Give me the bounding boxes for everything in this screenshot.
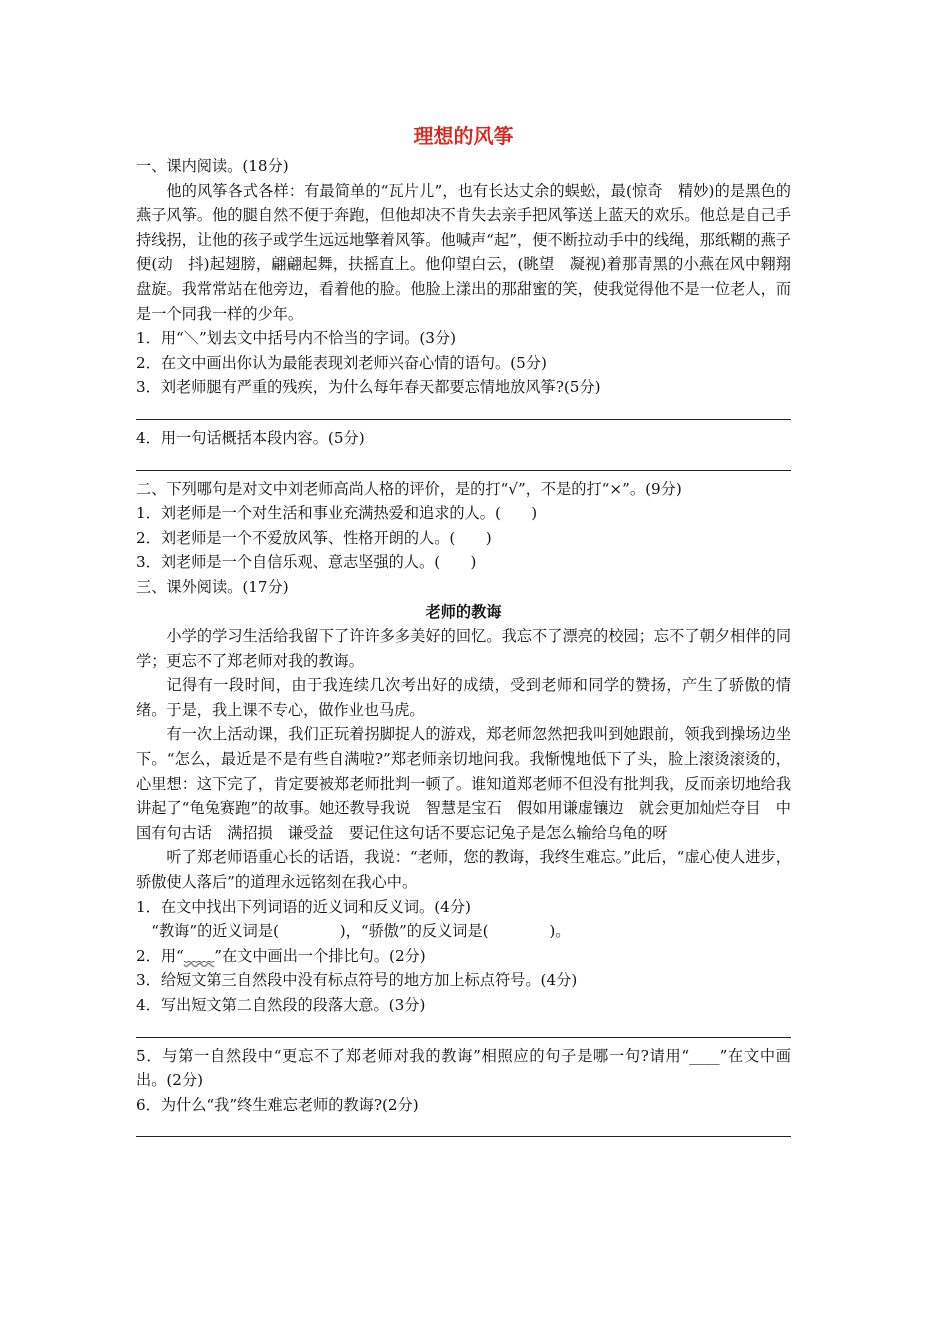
story-paragraph: 听了郑老师语重心长的话语，我说：“老师，您的教诲，我终生难忘。”此后，“虚心使人进步，骄傲使人落后”的道理永远铭刻在我心中。 xyxy=(136,848,791,892)
section1-question-4: 4．用一句话概括本段内容。(5分) xyxy=(136,428,365,447)
question-text: 2．用“ xyxy=(136,946,184,965)
worksheet-page xyxy=(136,120,791,1143)
story-paragraph: 有一次上活动课，我们正玩着拐脚捉人的游戏，郑老师忽然把我叫到她跟前，领我到操场边坐下。“怎么，最近是不是有些自满啦?”郑老师亲切地问我。我惭愧地低下了头，脸上滚烫滚烫的，心里想：这下完了，肯定要被郑老师批判一顿了。谁知道郑老师不但没有批判我，反而亲切地给我讲起了“龟兔赛跑”的故事。她还教导我说 智慧是宝石 假如用谦虚镶边 就会更加灿烂夺目 中国有句古话 满招损 谦受益 要记住这句话不要忘记兔子是怎么输给乌龟的呀 xyxy=(136,725,791,842)
section3-heading: 三、课外阅读。(17分) xyxy=(136,577,289,596)
answer-line[interactable] xyxy=(136,1117,791,1137)
story-paragraph: 记得有一段时间，由于我连续几次考出好的成绩，受到老师和同学的赞扬，产生了骄傲的情绪。于是，我上课不专心，做作业也马虎。 xyxy=(136,676,791,719)
story-paragraph: 小学的学习生活给我留下了许许多多美好的回忆。我忘不了漂亮的校园；忘不了朝夕相伴的同学；更忘不了郑老师对我的教诲。 xyxy=(136,627,791,670)
section3-question-1: 1．在文中找出下列词语的近义词和反义词。(4分) xyxy=(136,897,471,916)
judgement-item[interactable]: 3．刘老师是一个自信乐观、意志坚强的人。( ) xyxy=(136,553,477,572)
section3-question-5: 5．与第一自然段中“更忘不了郑老师对我的教诲”相照应的句子是哪一句?请用“____”在文中画出。(2分) xyxy=(136,1046,791,1090)
question-text: ”在文中画出一个排比句。(2分) xyxy=(214,946,426,965)
section1-question-3: 3．刘老师腿有严重的残疾，为什么每年春天都要忘情地放风筝?(5分) xyxy=(136,378,601,397)
section3-question-2 xyxy=(136,944,791,969)
answer-line[interactable] xyxy=(136,451,791,471)
answer-line[interactable] xyxy=(136,1018,791,1038)
answer-line[interactable] xyxy=(136,400,791,420)
section1-question-1: 1．用“＼”划去文中括号内不恰当的字词。(3分) xyxy=(136,329,457,348)
page-title: 理想的风筝 xyxy=(413,124,514,148)
section3-question-4: 4．写出短文第二自然段的段落大意。(3分) xyxy=(136,996,426,1014)
section3-question-6: 6．为什么“我”终生难忘老师的教诲?(2分) xyxy=(136,1095,419,1114)
section1-passage: 他的风筝各式各样：有最简单的“瓦片儿”，也有长达丈余的蜈蚣，最(惊奇 精妙)的是黑色的燕子风筝。他的腿自然不便于奔跑，但他却决不肯失去亲手把风筝送上蓝天的欢乐。他总是自己手持线拐，让他的孩子或学生远远地擎着风筝。他喊声“起”，便不断拉动手中的线绳，那纸糊的燕子便(动 抖)起翅膀，翩翩起舞，扶摇直上。他仰望白云，(眺望 凝视)着那青黑的小燕在风中翱翔盘旋。我常常站在他旁边，看着他的脸。他脸上漾出的那甜蜜的笑，使我觉得他不是一位老人，而是一个同我一样的少年。 xyxy=(136,181,791,323)
judgement-item[interactable]: 1．刘老师是一个对生活和事业充满热爱和追求的人。( ) xyxy=(136,504,538,523)
wavy-underline-mark: ﹏﹏ xyxy=(183,946,215,965)
section1-question-2: 2．在文中画出你认为最能表现刘老师兴奋心情的语句。(5分) xyxy=(136,353,547,372)
section3-question-3: 3．给短文第三自然段中没有标点符号的地方加上标点符号。(4分) xyxy=(136,971,578,990)
section2-heading: 二、下列哪句是对文中刘老师高尚人格的评价，是的打“√”，不是的打“×”。(9分) xyxy=(136,479,682,498)
section3-question-1-blanks[interactable]: “教诲”的近义词是( )，“骄傲”的反义词是( )。 xyxy=(151,922,571,941)
judgement-item[interactable]: 2．刘老师是一个不爱放风筝、性格开朗的人。( ) xyxy=(136,528,492,547)
section1-heading: 一、课内阅读。(18分) xyxy=(136,157,289,175)
story-title: 老师的教诲 xyxy=(425,602,502,621)
